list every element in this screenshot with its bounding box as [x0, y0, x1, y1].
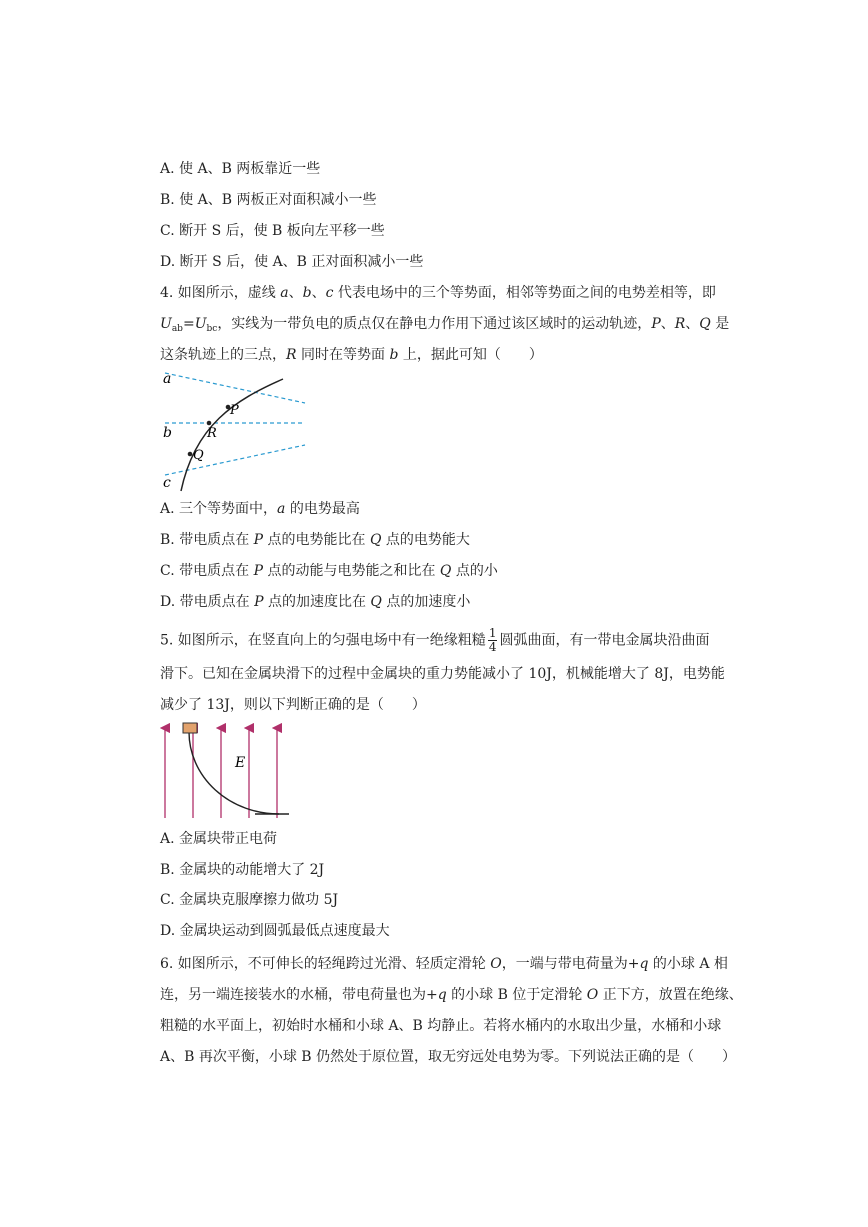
- q4-stem-line-3: 这条轨迹上的三点，R 同时在等势面 b 上，据此可知（ ）: [160, 347, 543, 363]
- q6-stem-line-3: 粗糙的水平面上，初始时水桶和小球 A、B 均静止。若将水桶内的水取出少量，水桶和小球: [160, 1018, 722, 1034]
- label-p: P: [230, 403, 239, 418]
- point-r-dot: [207, 421, 212, 426]
- q4-stem-line-2: $U_{ab}=U_{bc}$，实线为一带负电的质点仅在静电力作用下通过该区域时的运动轨迹，P、R、Q 是: [160, 316, 730, 334]
- q5-option-a: A. 金属块带正电荷: [160, 831, 278, 847]
- q3-option-b: B. 使 A、B 两板正对面积减小一些: [160, 192, 377, 208]
- q5-option-d: D. 金属块运动到圆弧最低点速度最大: [160, 923, 390, 939]
- label-c: c: [163, 475, 171, 491]
- q6-stem-line-1: 6. 如图所示，不可伸长的轻绳跨过光滑、轻质定滑轮 O，一端与带电荷量为+q 的小球 A 相: [160, 956, 728, 972]
- q5-stem-line-2: 滑下。已知在金属块滑下的过程中金属块的重力势能减小了 10J，机械能增大了 8J，电势能: [160, 666, 725, 682]
- label-r: R: [207, 426, 217, 441]
- q4-option-b: B. 带电质点在 P 点的电势能比在 Q 点的电势能大: [160, 532, 470, 548]
- metal-block: [183, 723, 197, 733]
- q4-option-d: D. 带电质点在 P 点的加速度比在 Q 点的加速度小: [160, 594, 471, 610]
- q3-option-a: A. 使 A、B 两板靠近一些: [160, 161, 321, 177]
- q5-stem-line-3: 减少了 13J，则以下判断正确的是（ ）: [160, 697, 426, 713]
- label-a: a: [163, 371, 172, 387]
- q6-stem-line-4: A、B 再次平衡，小球 B 仍然处于原位置，取无穷远处电势为零。下列说法正确的是（ ）: [160, 1049, 737, 1065]
- q5-electric-field-figure: [155, 720, 300, 822]
- q4-equipotential-figure: [155, 365, 315, 497]
- q4-option-a: A. 三个等势面中，a 的电势最高: [160, 501, 360, 517]
- quarter-fraction: $\frac{1}{4}$: [488, 626, 497, 654]
- label-q: Q: [193, 448, 204, 463]
- label-b: b: [163, 425, 172, 441]
- q4-stem-line-1: 4. 如图所示，虚线 a、b、c 代表电场中的三个等势面，相邻等势面之间的电势差相等，即: [160, 285, 716, 301]
- q4-option-c: C. 带电质点在 P 点的动能与电势能之和比在 Q 点的小: [160, 563, 498, 579]
- q5-stem-line-1: 5. 如图所示，在竖直向上的匀强电场中有一绝缘粗糙 $\frac{1}{4}$ 圆弧曲面，有一带电金属块沿曲面: [160, 626, 710, 654]
- q5-option-b: B. 金属块的动能增大了 2J: [160, 862, 325, 878]
- trajectory-curve: [181, 379, 283, 491]
- label-e: E: [235, 755, 246, 771]
- equipotential-line-a: [165, 373, 305, 403]
- quarter-arc-surface: [189, 732, 279, 814]
- q3-option-c: C. 断开 S 后，使 B 板向左平移一些: [160, 223, 385, 239]
- q3-option-d: D. 断开 S 后，使 A、B 正对面积减小一些: [160, 254, 424, 270]
- q5-option-c: C. 金属块克服摩擦力做功 5J: [160, 892, 339, 908]
- q6-stem-line-2: 连，另一端连接装水的水桶，带电荷量也为+q 的小球 B 位于定滑轮 O 正下方，放置在绝缘、: [160, 987, 743, 1003]
- point-q-dot: [188, 452, 193, 457]
